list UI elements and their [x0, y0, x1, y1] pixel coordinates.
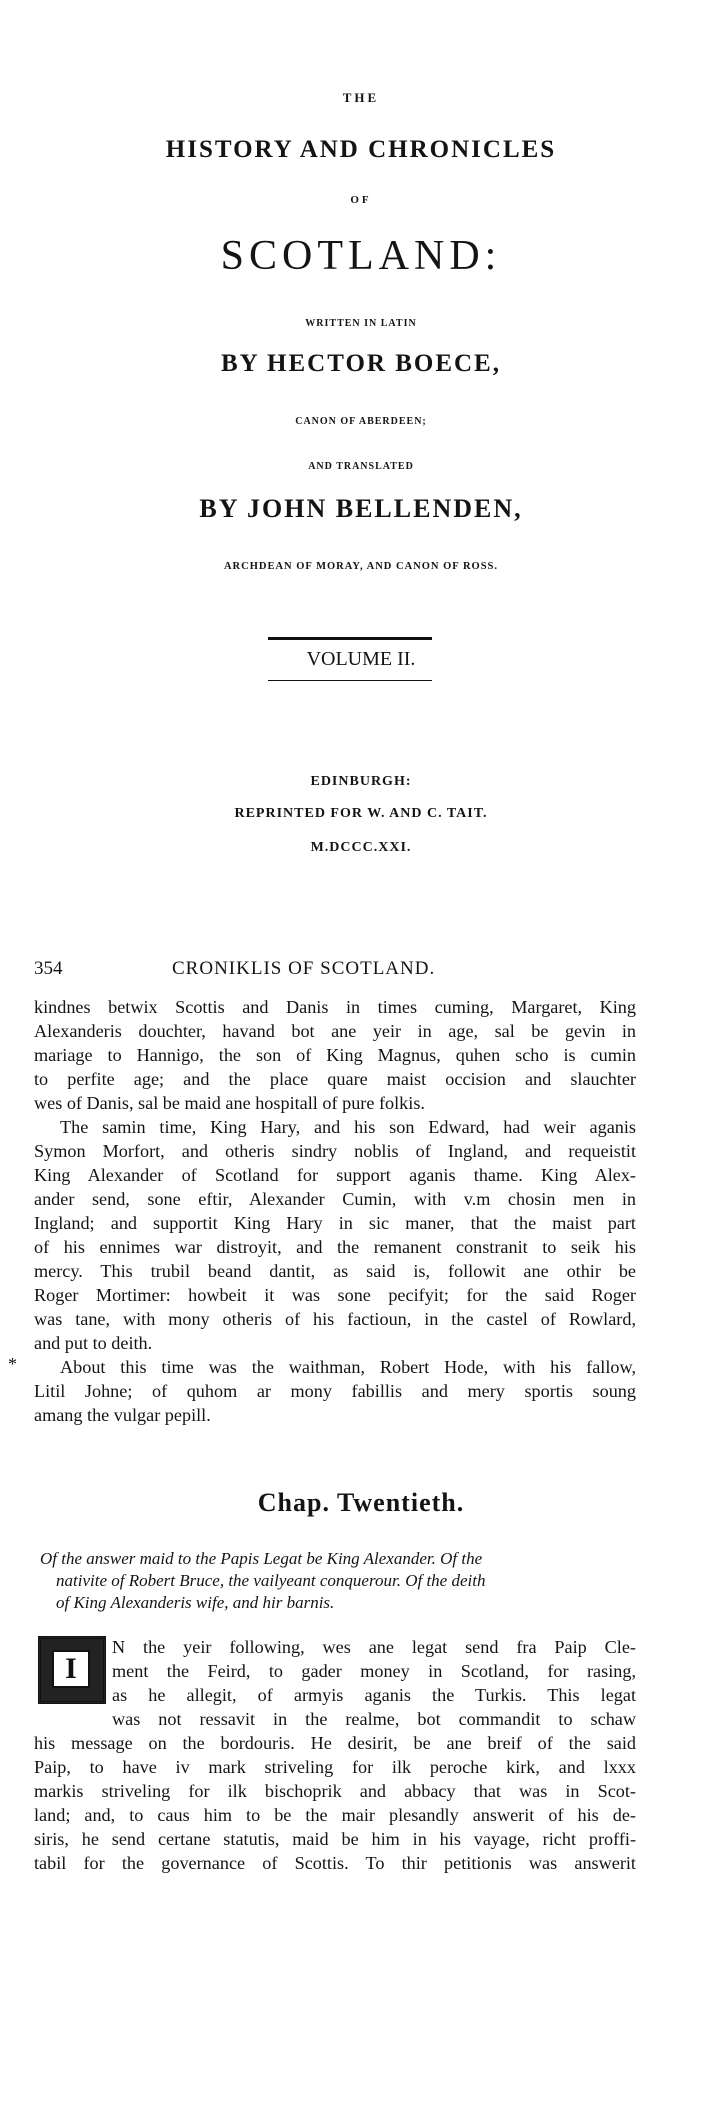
drop-cap-letter: I: [52, 1650, 90, 1688]
imprint-city: EDINBURGH:: [310, 774, 412, 789]
title-of: OF: [350, 194, 372, 206]
chapter-summary: [40, 1548, 640, 1614]
text-line: The samin time, King Hary, and his son Edward, had weir aganis: [60, 1117, 636, 1137]
text-line: to perfite age; and the place quare maist occision and slauchter: [34, 1069, 636, 1089]
title-author: BY HECTOR BOECE,: [221, 350, 501, 377]
title-history: HISTORY AND CHRONICLES: [165, 136, 557, 163]
text-line: ander send, sone eftir, Alexander Cumin, with v.m chosin men in: [34, 1189, 636, 1209]
title-translator: BY JOHN BELLENDEN,: [199, 494, 523, 523]
summary-line: Of the answer maid to the Papis Legat be King Alexander. Of the: [40, 1549, 483, 1568]
imprint-year: M.DCCC.XXI.: [310, 840, 412, 855]
text-line: his message on the bordouris. He desirit, be ane breif of the said: [34, 1733, 636, 1753]
text-line: and put to deith.: [34, 1333, 153, 1353]
text-line: Symon Morfort, and otheris sindry noblis of Ingland, and requeistit: [34, 1141, 636, 1161]
text-line: of his ennimes war distroyit, and the remanent constranit to seik his: [34, 1237, 636, 1257]
margin-asterisk: *: [8, 1354, 17, 1374]
text-line: About this time was the waithman, Robert Hode, with his fallow,: [60, 1357, 636, 1377]
volume-rule-top: [268, 637, 432, 640]
paragraph-1: [34, 995, 636, 1115]
text-line: was not ressavit in the realme, bot commandit to schaw: [112, 1709, 636, 1729]
text-line: was tane, with mony otheris of his factioun, in the castel of Rowlard,: [34, 1309, 636, 1329]
text-line: Litil Johne; of quhom ar mony fabillis and mery sportis soung: [34, 1381, 636, 1401]
title-written: WRITTEN IN LATIN: [305, 318, 417, 329]
paragraph-3: [34, 1355, 636, 1427]
volume-rule-bottom: [268, 680, 432, 681]
title-archdean: ARCHDEAN OF MORAY, AND CANON OF ROSS.: [223, 561, 499, 572]
summary-line: of King Alexanderis wife, and hir barnis.: [56, 1593, 335, 1612]
paragraph-4-indented: [112, 1635, 636, 1731]
title-scotland: SCOTLAND:: [220, 233, 502, 279]
paragraph-2: [34, 1115, 636, 1355]
text-line: Alexanderis douchter, havand bot ane yeir in age, sal be gevin in: [34, 1021, 636, 1041]
text-line: tabil for the governance of Scottis. To thir petitionis was answerit: [34, 1853, 636, 1873]
text-line: ment the Feird, to gader money in Scotland, for rasing,: [112, 1661, 636, 1681]
text-line: kindnes betwix Scottis and Danis in times cuming, Margaret, King: [34, 997, 636, 1017]
text-line: mariage to Hannigo, the son of King Magnus, quhen scho is cumin: [34, 1045, 636, 1065]
text-line: mercy. This trubil beand dantit, as said is, followit ane othir be: [34, 1261, 636, 1281]
text-line: land; and, to caus him to be the mair plesandly answerit of his de-: [34, 1805, 636, 1825]
text-line: Ingland; and supportit King Hary in sic maner, that the maist part: [34, 1213, 636, 1233]
text-line: markis striveling for ilk bischoprik and abbacy that was in Scot-: [34, 1781, 636, 1801]
text-line: N the yeir following, wes ane legat send fra Paip Cle-: [112, 1637, 636, 1657]
imprint-printer: REPRINTED FOR W. AND C. TAIT.: [234, 806, 488, 821]
text-line: amang the vulgar pepill.: [34, 1405, 211, 1425]
title-the: THE: [342, 90, 380, 105]
drop-cap-ornament: [38, 1636, 106, 1704]
text-line: siris, he send certane statutis, maid be him in his vayage, richt proffi-: [34, 1829, 636, 1849]
text-line: as he allegit, of armyis aganis the Turkis. This legat: [112, 1685, 636, 1705]
volume-label: VOLUME II.: [306, 648, 416, 670]
text-line: Roger Mortimer: howbeit it was sone pecifyit; for the said Roger: [34, 1285, 636, 1305]
title-translated: AND TRANSLATED: [308, 461, 414, 472]
title-canon: CANON OF ABERDEEN;: [295, 416, 427, 427]
page-number: 354: [34, 958, 63, 979]
paragraph-4: [34, 1731, 636, 1875]
running-head: CRONIKLIS OF SCOTLAND.: [172, 958, 436, 979]
text-line: King Alexander of Scotland for support aganis thame. King Alex-: [34, 1165, 636, 1185]
text-line: wes of Danis, sal be maid ane hospitall of pure folkis.: [34, 1093, 425, 1113]
summary-line: nativite of Robert Bruce, the vailyeant conquerour. Of the deith: [56, 1571, 486, 1590]
text-line: Paip, to have iv mark striveling for ilk peroche kirk, and lxxx: [34, 1757, 636, 1777]
chapter-heading: Chap. Twentieth.: [257, 1488, 465, 1517]
